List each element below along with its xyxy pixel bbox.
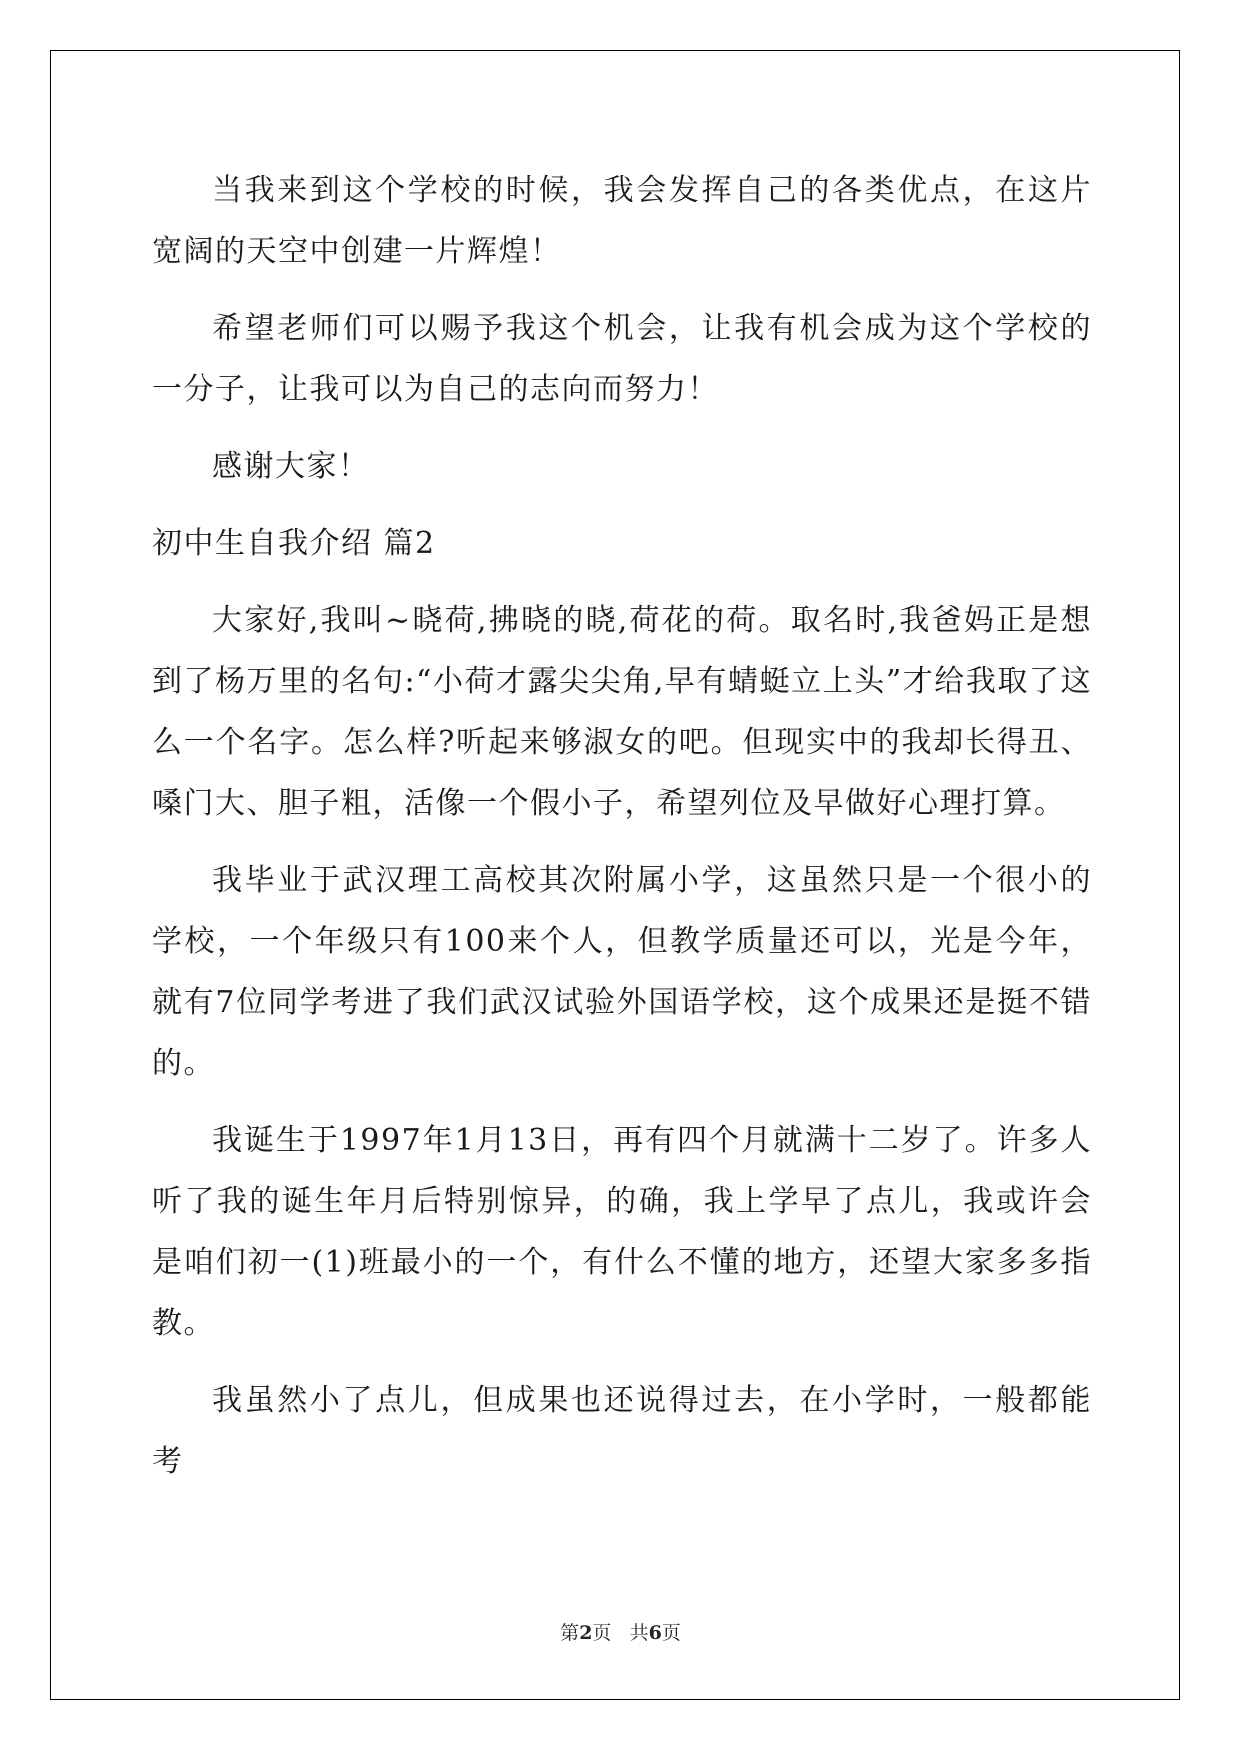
paragraph: 我诞生于1997年1月13日，再有四个月就满十二岁了。许多人听了我的诞生年月后特别惊异，的确，我上学早了点儿，我或许会是咱们初一(1)班最小的一个，有什么不懂的地方，还望大家多多指教。 <box>152 1123 1092 1341</box>
paragraph: 我虽然小了点儿，但成果也还说得过去，在小学时，一般都能考 <box>152 1383 1092 1479</box>
paragraph: 我毕业于武汉理工高校其次附属小学，这虽然只是一个很小的学校，一个年级只有100来个人，但教学质量还可以，光是今年，就有7位同学考进了我们武汉试验外国语学校，这个成果还是挺不错的。 <box>152 863 1092 1081</box>
footer-total-suffix: 页 <box>661 1622 681 1644</box>
total-pages-number: 6 <box>648 1622 662 1644</box>
section-heading: 初中生自我介绍 篇2 <box>152 526 436 561</box>
footer-page-suffix: 页 <box>592 1622 612 1644</box>
paragraph: 当我来到这个学校的时候，我会发挥自己的各类优点，在这片宽阔的天空中创建一片辉煌！ <box>152 173 1092 269</box>
footer-prefix: 第 <box>560 1622 580 1644</box>
paragraph: 大家好,我叫~晓荷,拂晓的晓,荷花的荷。取名时,我爸妈正是想到了杨万里的名句:“小荷才露尖尖角,早有蜻蜓立上头”才给我取了这么一个名字。怎么样?听起来够淑女的吧。但现实中的我却长得丑、嗓门大、胆子粗，活像一个假小子，希望列位及早做好心理打算。 <box>152 603 1092 821</box>
paragraph: 希望老师们可以赐予我这个机会，让我有机会成为这个学校的一分子，让我可以为自己的志向而努力！ <box>152 311 1092 407</box>
page-footer <box>0 1618 1241 1645</box>
current-page-number: 2 <box>579 1622 593 1644</box>
paragraph: 感谢大家！ <box>212 449 370 484</box>
footer-total-prefix: 共 <box>629 1622 649 1644</box>
document-body <box>152 160 1092 1508</box>
